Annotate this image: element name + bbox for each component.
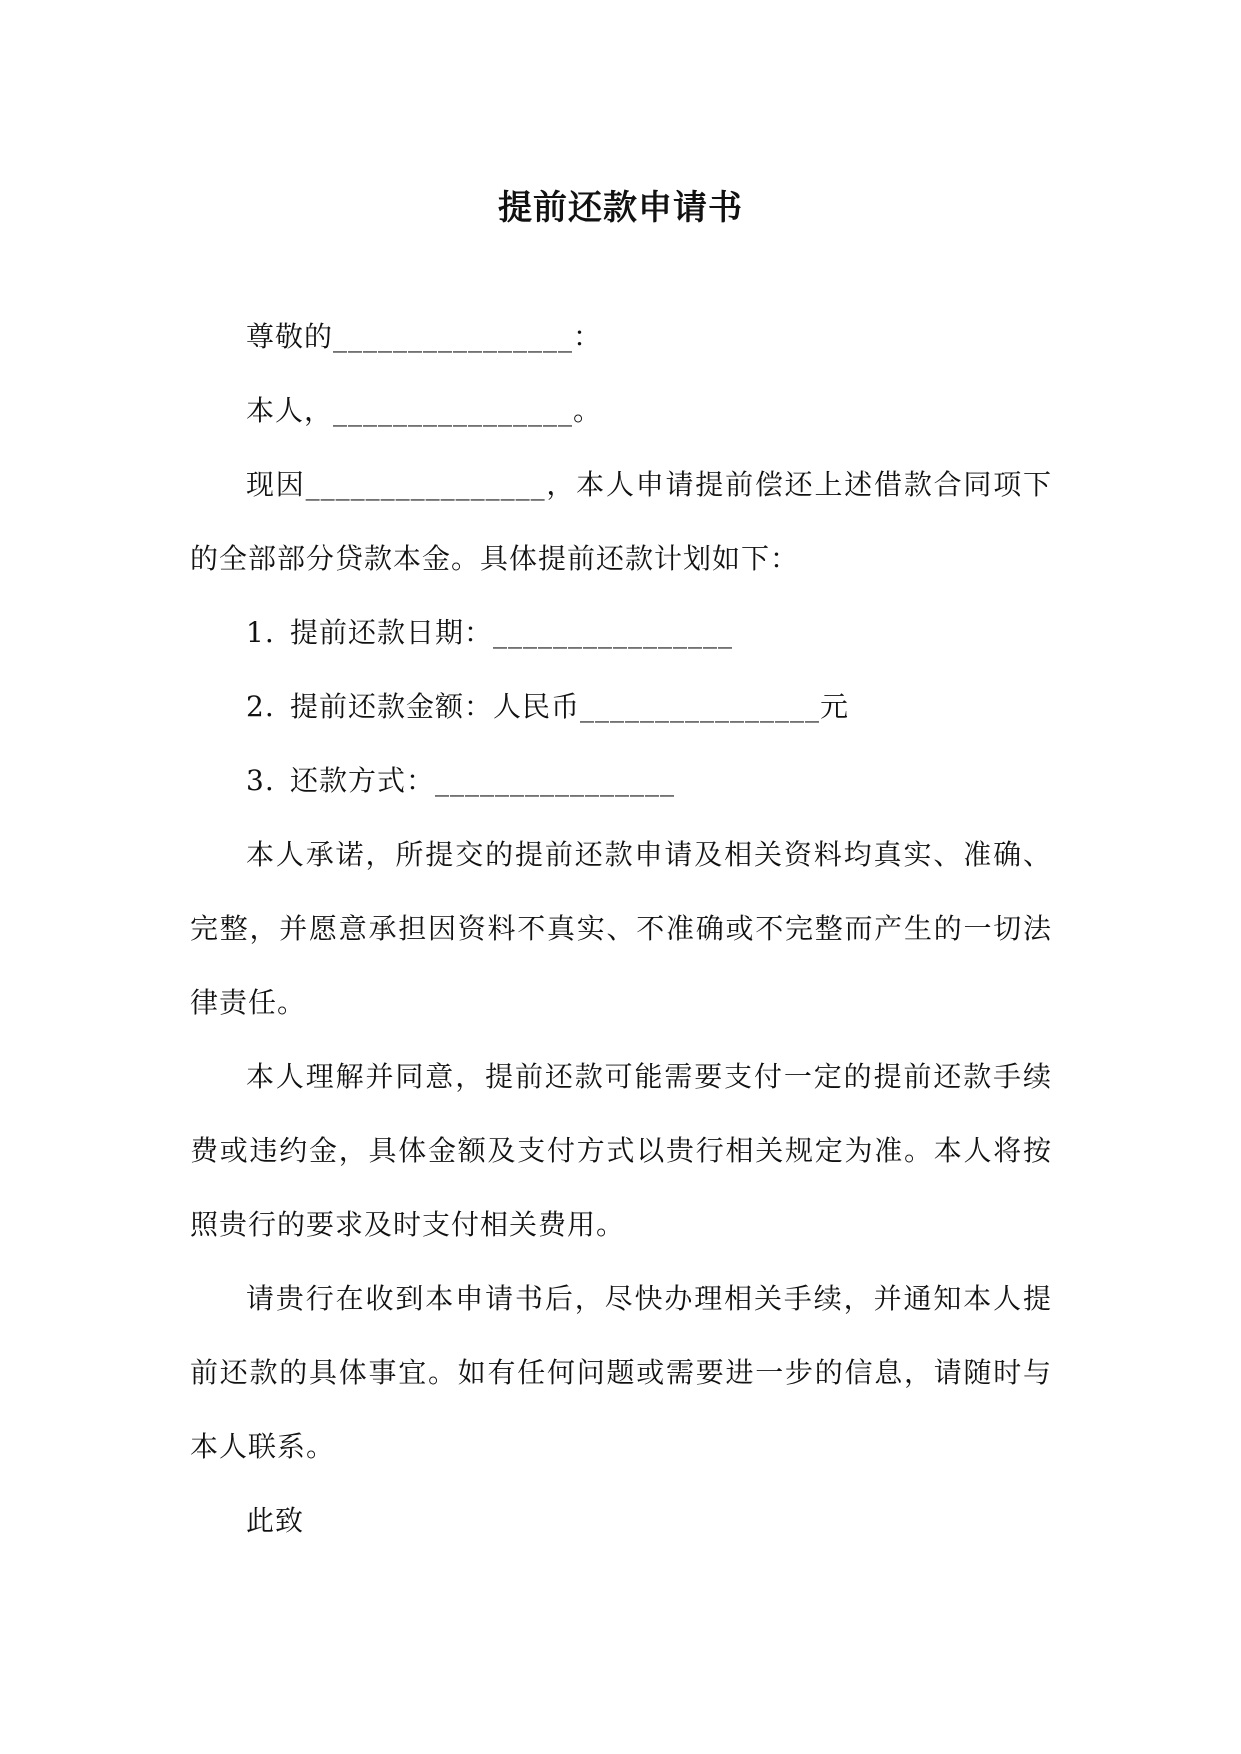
plan-item-number: 1. bbox=[246, 616, 275, 649]
request-paragraph: 请贵行在收到本申请书后，尽快办理相关手续，并通知本人提前还款的具体事宜。如有任何问题或需要进一步的信息，请随时与本人联系。 bbox=[190, 1282, 1052, 1463]
reason-paragraph: 现因________________，本人申请提前偿还上述借款合同项下的全部部分贷款本金。具体提前还款计划如下： bbox=[190, 468, 1052, 575]
plan-item-date bbox=[190, 596, 1052, 670]
document-body bbox=[190, 300, 1052, 1558]
plan-item-method bbox=[190, 744, 1052, 818]
self-intro: 本人，________________。 bbox=[246, 394, 603, 427]
plan-item-text: 提前还款日期：________________ bbox=[290, 616, 734, 649]
document-title: 提前还款申请书 bbox=[498, 188, 743, 228]
salutation: 尊敬的________________： bbox=[246, 320, 603, 353]
fee-agreement-paragraph: 本人理解并同意，提前还款可能需要支付一定的提前还款手续费或违约金，具体金额及支付方式以贵行相关规定为准。本人将按照贵行的要求及时支付相关费用。 bbox=[190, 1060, 1052, 1241]
plan-item-number: 3. bbox=[246, 764, 275, 797]
plan-item-amount bbox=[190, 670, 1052, 744]
plan-item-text: 提前还款金额：人民币________________元 bbox=[290, 690, 850, 723]
closing: 此致 bbox=[246, 1504, 305, 1537]
plan-item-text: 还款方式：________________ bbox=[290, 764, 676, 797]
commitment-paragraph: 本人承诺，所提交的提前还款申请及相关资料均真实、准确、完整，并愿意承担因资料不真实、不准确或不完整而产生的一切法律责任。 bbox=[190, 838, 1052, 1019]
plan-item-number: 2. bbox=[246, 690, 275, 723]
